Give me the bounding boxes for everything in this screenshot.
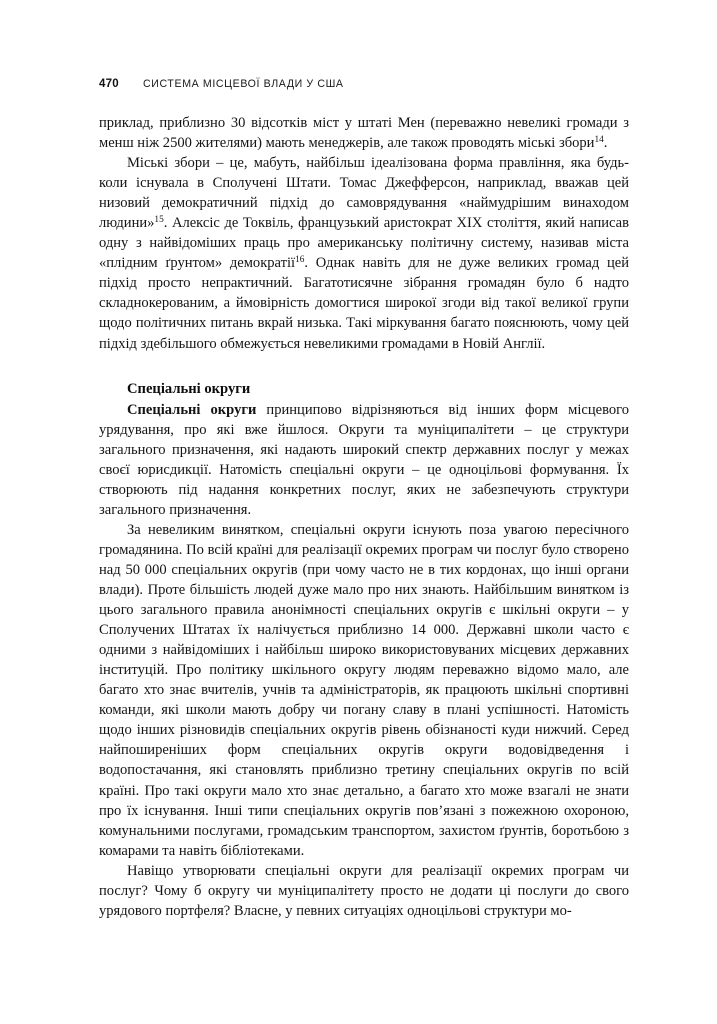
paragraph-town-meetings-part-b: . Алексіс де Токвіль, французький аристократ XIX століття, який написав одну з найвідоміших праць про американську політичну систему, називав міста «плідним ґрунтом» демократії: [99, 215, 629, 272]
section-heading-special-districts: Спеціальні округи: [127, 380, 251, 397]
paragraph-town-meetings-part-a: Міські збори – це, мабуть, найбільш ідеалізована форма правління, яка будь-коли існувала в Сполучені Штати. Томас Джефферсон, наприклад, вважав цей низовий демократичний підхід до самоврядування «наймудрішим винаходом людини»: [99, 155, 629, 232]
page-number: 470: [99, 78, 119, 90]
paragraph-continued: [99, 113, 629, 153]
paragraph-continued-text: приклад, приблизно 30 відсотків міст у штаті Мен (переважно невеликі громади з менш ніж 2500 жителями) мають менеджерів, але також проводять міські збори: [99, 115, 629, 152]
text-block: [99, 113, 629, 921]
run-in-bold-lead: Спеціальні округи: [127, 401, 257, 418]
paragraph-special-districts-definition-text: принципово відрізняються від інших форм місцевого урядування, про які вже йшлося. Округи та муніципалітети – це структури загального призначення, які надають широкий спектр державних послуг у межах своєї юрисдикції. Натомість спеціальні округи – це одноцільові формування. Їх створюють під надання конкретних послуг, яких не забезпечують структури загального призначення.: [99, 401, 629, 518]
footnote-marker-14: 14: [594, 135, 604, 146]
running-head: [99, 78, 629, 90]
paragraph-why-special-districts: Навіщо утворювати спеціальні округи для реалізації окремих програм чи послуг? Чому б округу чи муніципалітету просто не додати ці послуги до свого урядового портфеля? Власне, у певних ситуаціях одноцільові структури мо-: [99, 862, 629, 919]
footnote-marker-16: 16: [295, 255, 305, 266]
paragraph-special-districts-definition: [99, 400, 629, 520]
footnote-marker-15: 15: [154, 215, 164, 226]
heading-spacer-above: [99, 354, 629, 379]
paragraph-special-districts-awareness: За невеликим винятком, спеціальні округи існують поза увагою пересічного громадянина. По всій країні для реалізації окремих програм чи послуг було створено над 50 000 спеціальних округів (при чому часто не в тих кордонах, що інші органи влади). Проте більшість людей дуже мало про них знають. Найбільшим винятком із цього загального правила анонімності спеціальних округів є шкільні округи – у Сполучених Штатах їх налічується приблизно 14 000. Державні школи часто є одними з найвідоміших і найбільш широко використовуваних місцевих державних інституцій. Про політику шкільного округу людям переважно відомо мало, але багато хто знає вчителів, учнів та адміністраторів, як працюють шкільні спортивні команди, які школи мають добру чи погану славу в плані успішності. Натомість щодо інших різновидів спеціальних округів рівень обізнаності куди нижчий. Серед найпоширеніших форм спеціальних округів округи водовідведення і водопостачання, які становлять приблизно третину спеціальних округів по всій країні. Про такі округи мало хто знає детально, а багато хто може взагалі не знати про їх існування. Інші типи спеціальних округів пов’язані з пожежною охороною, комунальними послугами, громадським транспортом, захистом ґрунтів, боротьбою з комарами та навіть бібліотеками.: [99, 521, 629, 859]
paragraph-town-meetings: [99, 153, 629, 353]
paragraph-town-meetings-part-c: . Однак навіть для не дуже великих громад цей підхід просто непрактичний. Багатотисячне зібрання громадян було б надто складнокерованим, а ймовірність домогтися широкої згоди від такої великої групи щодо політичних питань вкрай низька. Такі міркування багато пояснюють, чому цей підхід здебільшого обмежується невеликими громадами в Новій Англії.: [99, 255, 629, 352]
running-head-title: СИСТЕМА МІСЦЕВОЇ ВЛАДИ У США: [143, 78, 344, 90]
paragraph-continued-tail: .: [603, 135, 608, 152]
